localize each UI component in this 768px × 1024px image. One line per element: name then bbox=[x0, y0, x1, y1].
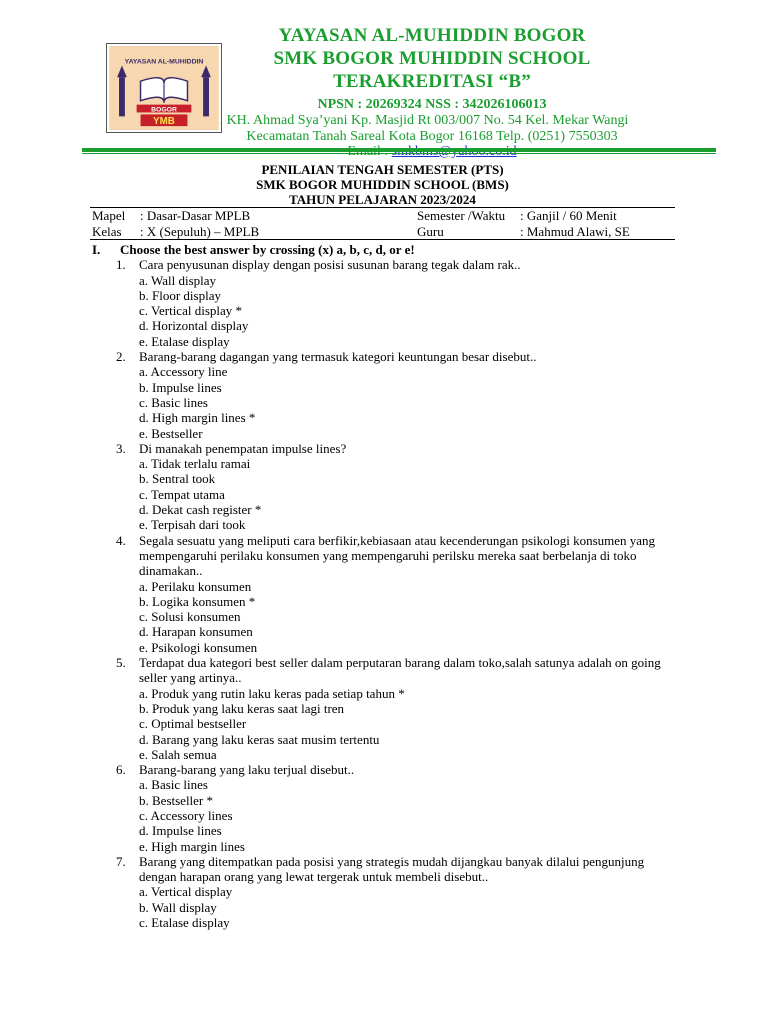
answer-option[interactable]: a. Produk yang rutin laku keras pada setiap tahun * bbox=[139, 685, 405, 701]
answer-option[interactable]: e. Bestseller bbox=[139, 425, 203, 441]
question-number: 5. bbox=[116, 655, 126, 671]
npsn-nss: NPSN : 20269324 NSS : 342026106013 bbox=[317, 97, 547, 112]
school-logo-emblem bbox=[107, 44, 221, 132]
answer-option[interactable]: d. Dekat cash register * bbox=[139, 502, 262, 518]
section-instruction: Choose the best answer by crossing (x) a, b, c, d, or e! bbox=[120, 242, 415, 257]
semester-label: Semester /Waktu bbox=[417, 208, 506, 223]
answer-option[interactable]: d. Horizontal display bbox=[139, 318, 249, 334]
answer-option[interactable]: d. Impulse lines bbox=[139, 823, 222, 839]
school-logo bbox=[106, 43, 222, 133]
answer-option[interactable]: e. High margin lines bbox=[139, 838, 245, 854]
guru-value: : Mahmud Alawi, SE bbox=[520, 223, 630, 239]
question-number: 1. bbox=[116, 257, 126, 273]
guru-label: Guru bbox=[417, 223, 444, 239]
answer-option[interactable]: a. Accessory line bbox=[139, 364, 228, 380]
question-text: Terdapat dua kategori best seller dalam perputaran barang dalam toko,salah satunya adalah on going seller yang artinya.. bbox=[139, 655, 661, 686]
question-text: Cara penyusunan display dengan posisi susunan barang tegak dalam rak.. bbox=[139, 257, 521, 273]
question-text: Di manakah penempatan impulse lines? bbox=[139, 440, 347, 456]
question-item bbox=[90, 257, 690, 349]
answer-option[interactable]: c. Basic lines bbox=[139, 394, 208, 410]
exam-title bbox=[90, 162, 675, 207]
question-number: 3. bbox=[116, 440, 126, 456]
question-list bbox=[90, 257, 690, 930]
answer-option[interactable]: b. Sentral took bbox=[139, 471, 216, 487]
question-section bbox=[90, 242, 690, 930]
answer-option[interactable]: e. Terpisah dari took bbox=[139, 517, 246, 533]
answer-option[interactable]: a. Tidak terlalu ramai bbox=[139, 456, 251, 472]
answer-option[interactable]: a. Wall display bbox=[139, 272, 217, 288]
answer-option[interactable]: e. Salah semua bbox=[139, 746, 217, 762]
question-item bbox=[90, 349, 690, 441]
logo-text-top: YAYASAN AL-MUHIDDIN bbox=[124, 58, 204, 66]
mapel-value: : Dasar-Dasar MPLB bbox=[140, 208, 251, 223]
answer-option[interactable]: c. Optimal bestseller bbox=[139, 716, 247, 732]
letterhead-divider-thin bbox=[82, 153, 716, 154]
question-number: 4. bbox=[116, 532, 126, 548]
exam-title-line-3: TAHUN PELAJARAN 2023/2024 bbox=[289, 192, 476, 207]
semester-value: : Ganjil / 60 Menit bbox=[520, 208, 617, 223]
foundation-name: YAYASAN AL-MUHIDDIN BOGOR bbox=[278, 25, 586, 46]
answer-option[interactable]: c. Etalase display bbox=[139, 915, 230, 931]
exam-title-line-2: SMK BOGOR MUHIDDIN SCHOOL (BMS) bbox=[256, 177, 509, 192]
question-text: Barang yang ditempatkan pada posisi yang strategis mudah dijangkau banyak dilalui pengunjung dengan harapan orang yang lewat tergerak untuk membeli disebut.. bbox=[139, 853, 645, 885]
question-item bbox=[90, 533, 690, 655]
answer-option[interactable]: c. Tempat utama bbox=[139, 486, 225, 502]
answer-option[interactable]: d. Harapan konsumen bbox=[139, 624, 253, 640]
letterhead bbox=[0, 0, 768, 160]
answer-option[interactable]: b. Bestseller * bbox=[139, 792, 214, 808]
question-item bbox=[90, 441, 690, 533]
address-line-1: . KH. Ahmad Sya’yani Kp. Masjid Rt 003/007 No. 54 Kel. Mekar Wangi bbox=[219, 113, 629, 128]
question-number: 6. bbox=[116, 762, 126, 778]
section-heading bbox=[90, 242, 690, 257]
answer-option[interactable]: a. Perilaku konsumen bbox=[139, 578, 252, 594]
info-row-mapel bbox=[90, 208, 675, 224]
question-item bbox=[90, 762, 690, 854]
address-line-2: Kecamatan Tanah Sareal Kota Bogor 16168 Telp. (0251) 7550303 bbox=[246, 128, 618, 144]
answer-option[interactable]: c. Vertical display * bbox=[139, 303, 243, 319]
accreditation: TERAKREDITASI “B” bbox=[333, 71, 531, 92]
letterhead-divider-thick bbox=[82, 148, 716, 152]
question-item bbox=[90, 655, 690, 762]
question-text: Barang-barang yang laku terjual disebut.. bbox=[139, 762, 355, 778]
section-number: I. bbox=[92, 242, 101, 257]
answer-option[interactable]: e. Etalase display bbox=[139, 333, 230, 349]
mapel-label: Mapel bbox=[92, 208, 126, 223]
answer-option[interactable]: a. Vertical display bbox=[139, 884, 233, 900]
info-row-kelas bbox=[90, 224, 675, 240]
answer-option[interactable]: b. Impulse lines bbox=[139, 379, 222, 395]
question-number: 2. bbox=[116, 349, 126, 365]
answer-option[interactable]: d. High margin lines * bbox=[139, 410, 256, 426]
kelas-value: : X (Sepuluh) – MPLB bbox=[140, 223, 260, 239]
letterhead-text bbox=[219, 24, 642, 160]
answer-option[interactable]: a. Basic lines bbox=[139, 777, 208, 793]
answer-option[interactable]: e. Psikologi konsumen bbox=[139, 639, 258, 655]
question-text: Barang-barang dagangan yang termasuk kategori keuntungan besar disebut.. bbox=[139, 349, 537, 365]
answer-option[interactable]: c. Accessory lines bbox=[139, 807, 233, 823]
kelas-label: Kelas bbox=[92, 223, 122, 239]
school-name: SMK BOGOR MUHIDDIN SCHOOL bbox=[273, 48, 591, 69]
question-text: Segala sesuatu yang meliputi cara berfikir,kebiasaan atau kecenderungan psikologi konsumen yang mempengaruhi perilaku konsumen yang mempengaruhi perilsku mereka saat berbelanja di toko dinamakan.. bbox=[139, 532, 656, 579]
exam-info-table bbox=[90, 207, 675, 240]
answer-option[interactable]: b. Produk yang laku keras saat lagi tren bbox=[139, 700, 345, 716]
answer-option[interactable]: c. Solusi konsumen bbox=[139, 609, 241, 625]
exam-title-line-1: PENILAIAN TENGAH SEMESTER (PTS) bbox=[261, 162, 504, 177]
answer-option[interactable]: b. Logika konsumen * bbox=[139, 593, 256, 609]
question-item bbox=[90, 854, 690, 930]
answer-option[interactable]: b. Floor display bbox=[139, 287, 221, 303]
logo-text-mid: BOGOR bbox=[151, 106, 177, 114]
answer-option[interactable]: d. Barang yang laku keras saat musim tertentu bbox=[139, 731, 380, 747]
question-number: 7. bbox=[116, 853, 126, 869]
answer-option[interactable]: b. Wall display bbox=[139, 899, 217, 915]
logo-text-bottom: YMB bbox=[153, 116, 175, 128]
